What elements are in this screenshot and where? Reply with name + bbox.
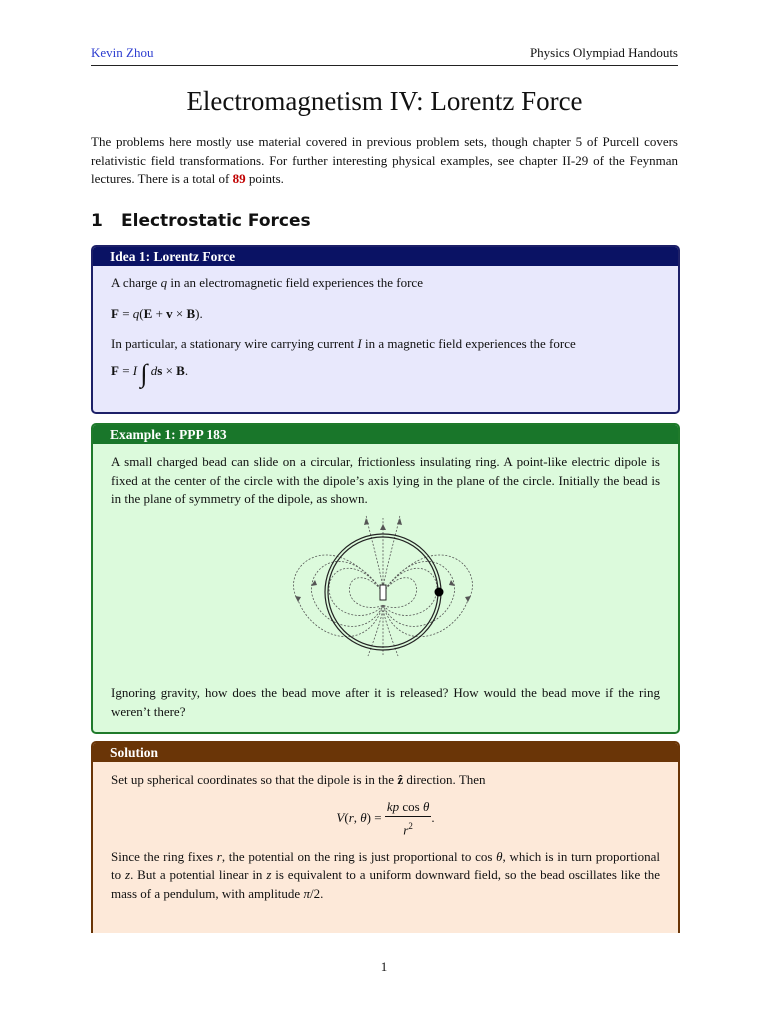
field-line xyxy=(311,561,383,626)
idea-title: Idea 1: Lorentz Force xyxy=(93,247,678,266)
solution-paragraph-1: Set up spherical coordinates so that the dipole is in the ẑ direction. Then xyxy=(111,772,486,787)
solution-paragraph-2: Since the ring fixes r, the potential on the ring is just proportional to cos θ, which is in turn proportional to z. But a potential linear in z is equivalent to a uniform downward field, so the bead oscillates like the mass of a pendulum, with amplitude π/2. xyxy=(111,848,661,901)
idea-line-1: A charge q in an electromagnetic field experiences the force xyxy=(111,275,423,290)
section-title: Electrostatic Forces xyxy=(121,211,311,231)
intro-paragraph xyxy=(91,133,678,189)
idea-box xyxy=(91,245,680,414)
example-title: Example 1: PPP 183 xyxy=(93,425,678,444)
potential-equation: V(r, θ) = $\frac{\text{kp cos θ}}{r^2}$ . xyxy=(336,798,435,838)
total-points: 89 xyxy=(232,171,246,186)
dipole xyxy=(380,585,386,600)
idea-line-2: In particular, a stationary wire carrying current I in a magnetic field experiences the force xyxy=(111,336,576,351)
page-number: 1 xyxy=(380,959,388,974)
bead xyxy=(435,588,444,597)
series-title: Physics Olympiad Handouts xyxy=(529,45,678,60)
intro-suffix: points. xyxy=(248,171,284,186)
intro-text: The problems here mostly use material covered in previous problem sets, though chapter 5 of Purcell covers relativistic field transformations. For further interesting physical examples, see chapter II-29 of the Feynman lectures. There is a total of xyxy=(91,134,678,186)
field-line xyxy=(383,561,455,626)
solution-title: Solution xyxy=(93,743,678,762)
author-name[interactable]: Kevin Zhou xyxy=(91,45,154,60)
running-header xyxy=(91,45,678,66)
page-title: Electromagnetism IV: Lorentz Force xyxy=(186,86,583,116)
field-line xyxy=(383,568,437,615)
dipole-ring-figure xyxy=(288,510,478,658)
field-line xyxy=(383,515,400,588)
example-paragraph-2: Ignoring gravity, how does the bead move after it is released? How would the bead move if the ring weren’t there? xyxy=(111,685,660,719)
field-line xyxy=(383,578,417,608)
field-line xyxy=(329,568,383,615)
field-line xyxy=(349,578,383,608)
example-paragraph-1: A small charged bead can slide on a circular, frictionless insulating ring. A point-like electric dipole is fixed at the center of the circle with the dipole’s axis lying in the plane of the circle. Initially the bead is in the plane of symmetry of the dipole, as shown. xyxy=(111,454,660,506)
wire-force-equation: F = I ∫ ds × B. xyxy=(111,358,189,388)
lorentz-equation: F = q(E + v × B). xyxy=(111,305,203,321)
solution-box xyxy=(91,741,680,933)
section-number: 1 xyxy=(91,211,103,231)
section-heading xyxy=(91,211,311,231)
field-line xyxy=(366,515,383,588)
